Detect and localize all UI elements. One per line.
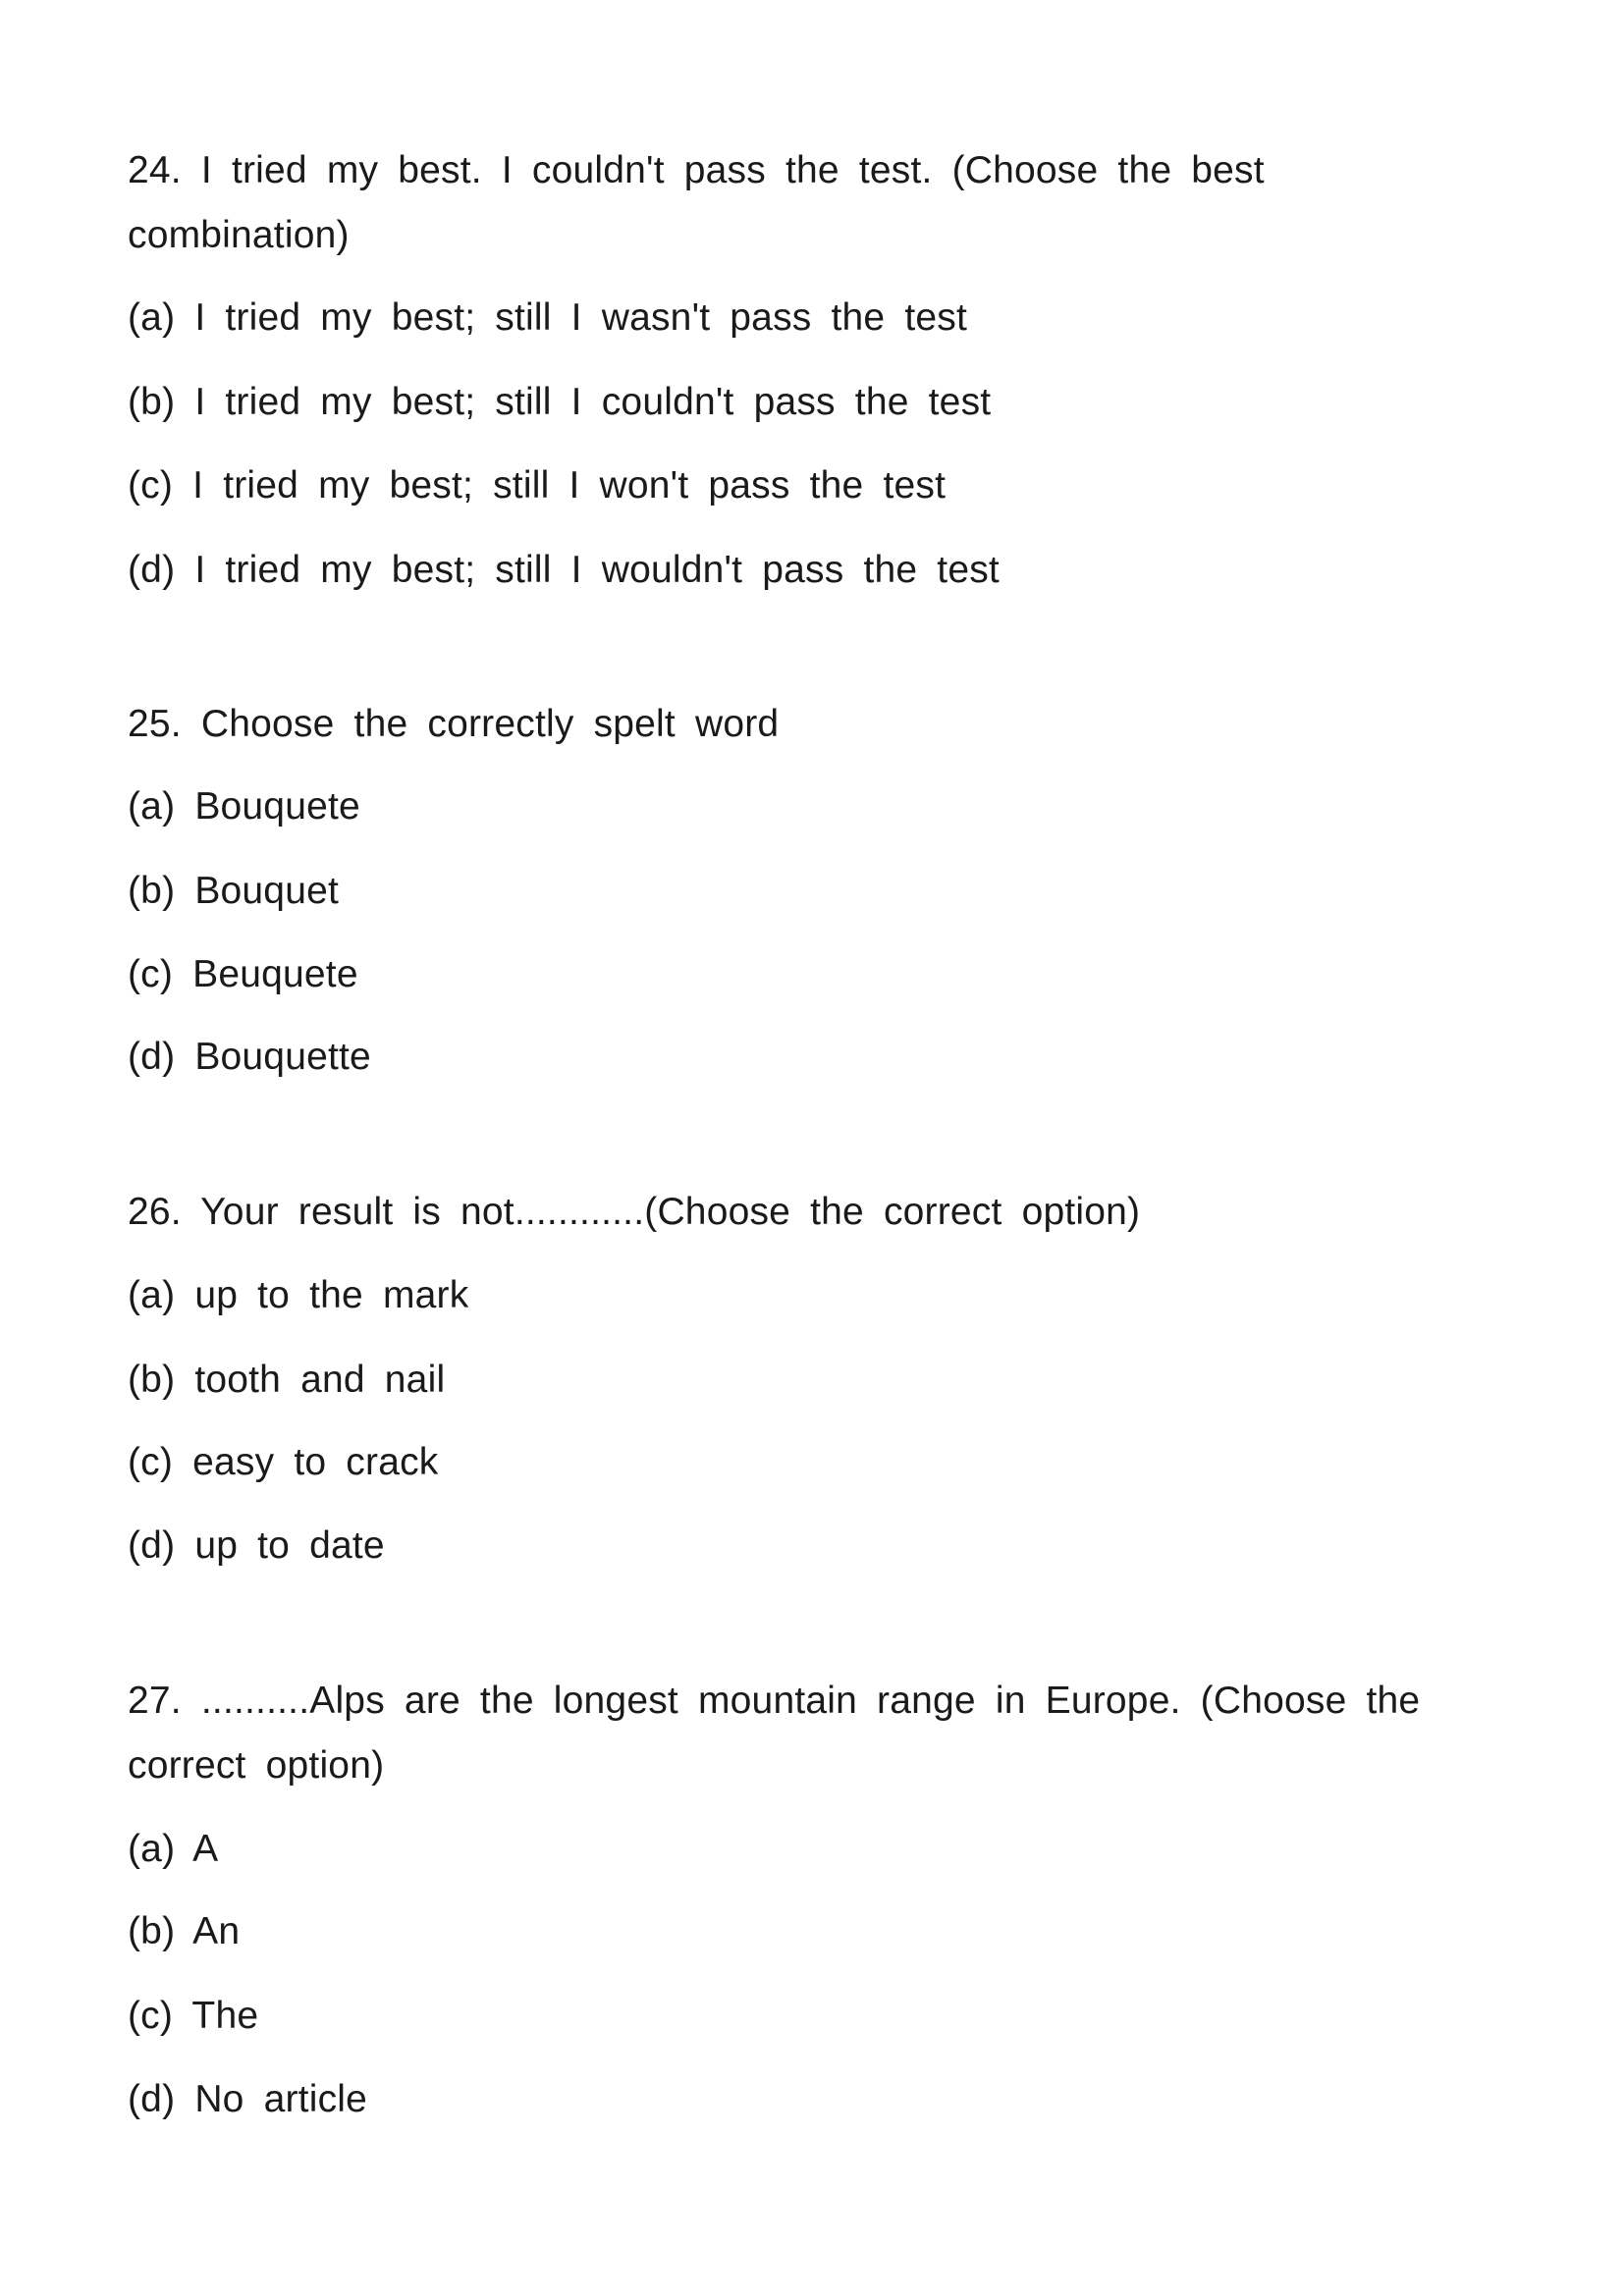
option-b	[128, 378, 991, 427]
question-number: 26.	[128, 1191, 182, 1233]
question-stem: Your result is not............(Choose the correct option)	[200, 1191, 1141, 1233]
option-text: I tried my best; still I couldn't pass the test	[194, 381, 992, 423]
option-b	[128, 867, 339, 916]
option-label: (a)	[128, 785, 176, 828]
option-text: No article	[194, 2078, 368, 2120]
option-label: (c)	[128, 953, 174, 995]
question-number: 27.	[128, 1680, 182, 1722]
option-a	[128, 782, 360, 831]
option-label: (a)	[128, 1828, 176, 1870]
option-c	[128, 950, 358, 999]
option-text: Bouquet	[194, 870, 340, 912]
question-stem-continued: correct option)	[128, 1744, 385, 1787]
question-number: 25.	[128, 703, 182, 745]
option-text: The	[191, 1995, 259, 2037]
option-label: (a)	[128, 296, 176, 339]
option-c	[128, 461, 946, 510]
option-label: (c)	[128, 1441, 174, 1483]
option-c	[128, 1992, 258, 2041]
question-text	[128, 146, 1265, 195]
option-label: (d)	[128, 2078, 176, 2120]
option-a	[128, 1271, 468, 1320]
option-label: (a)	[128, 1274, 176, 1316]
option-label: (b)	[128, 1359, 176, 1401]
option-label: (d)	[128, 1036, 176, 1078]
question-text	[128, 1677, 1420, 1726]
question-stem: ..........Alps are the longest mountain range in Europe. (Choose the	[200, 1680, 1421, 1722]
option-text: I tried my best; still I wouldn't pass the test	[194, 549, 1000, 591]
option-b	[128, 1356, 445, 1405]
option-text: up to the mark	[194, 1274, 469, 1316]
option-label: (d)	[128, 549, 176, 591]
option-text: up to date	[194, 1524, 385, 1567]
question-stem: Choose the correctly spelt word	[200, 703, 780, 745]
option-b	[128, 1907, 240, 1956]
option-text: tooth and nail	[194, 1359, 446, 1401]
option-label: (b)	[128, 1910, 176, 1952]
option-a	[128, 294, 967, 343]
option-text: Bouquete	[194, 785, 360, 828]
question-text	[128, 700, 779, 749]
option-text: I tried my best; still I wasn't pass the test	[194, 296, 968, 339]
option-text: An	[192, 1910, 241, 1952]
option-d	[128, 546, 1000, 595]
question-text	[128, 1188, 1140, 1237]
question-stem: I tried my best. I couldn't pass the test. (Choose the best	[200, 149, 1265, 191]
option-label: (b)	[128, 381, 176, 423]
option-c	[128, 1438, 438, 1487]
question-number: 24.	[128, 149, 182, 191]
option-d	[128, 2075, 367, 2124]
option-label: (d)	[128, 1524, 176, 1567]
option-text: easy to crack	[192, 1441, 439, 1483]
option-text: A	[192, 1828, 219, 1870]
question-stem-continued: combination)	[128, 214, 350, 256]
option-label: (c)	[128, 464, 174, 507]
option-d	[128, 1522, 385, 1571]
option-label: (c)	[128, 1995, 174, 2037]
option-a	[128, 1825, 218, 1874]
option-text: I tried my best; still I won't pass the test	[192, 464, 947, 507]
option-text: Beuquete	[192, 953, 358, 995]
option-d	[128, 1033, 371, 1082]
option-label: (b)	[128, 870, 176, 912]
option-text: Bouquette	[194, 1036, 371, 1078]
